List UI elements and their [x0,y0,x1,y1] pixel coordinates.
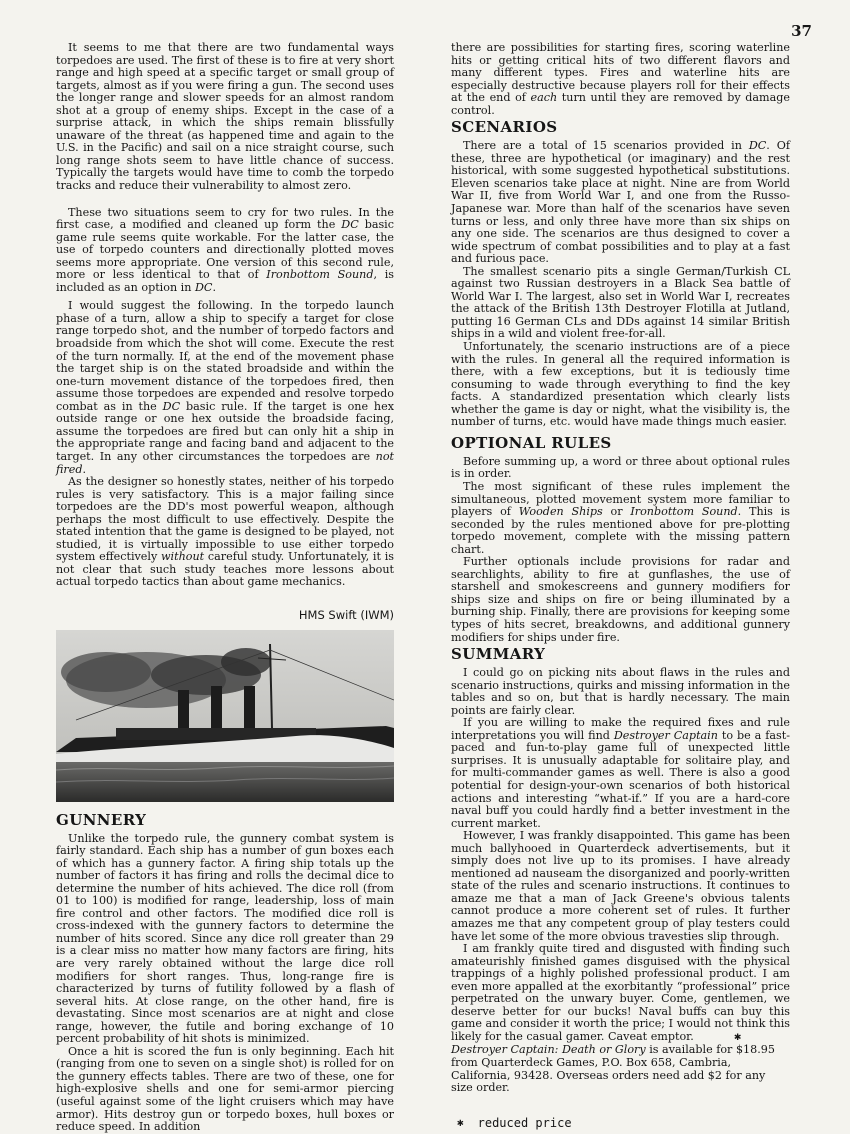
right-column [451,42,790,1129]
paragraph: I could go on picking nits about flaws in the rules and scenario instructions, quirks and missing information in the tables and so on, but that is hardly necessary. The main points are fairly clear. [451,666,790,717]
paragraph: Once a hit is scored the fun is only beginning. Each hit (ranging from one to seven on a single shot) is rolled for on the gunnery effects tables. There are two of these, one for high-explosive shells and one for semi-armor piercing (useful against some of the light cruisers which may have armor). Hits destroy gun or torpedo boxes, hull boxes or reduce speed. In addition [56,1044,394,1134]
paragraph: There are a total of 15 scenarios provided in DC. Of these, three are hypothetical (or imaginary) and the rest historical, with some suggested hypothetical substitutions. Eleven scenarios take place at night. Nine are from World War II, five from World War I, and one from the Russo-Japanese war. More than half of the scenarios have seven turns or less, and only three have more than six ships on any one side. The scenarios are thus designed to cover a wide spectrum of combat possibilities and to play at a fast and furious pace. [451,139,791,266]
paragraph: The most significant of these rules implement the simultaneous, plotted movement system more familiar to players of Wooden Ships or Ironbottom Sound. This is seconded by the rules mentioned above for pre-plotting torpedo movement, complete with the missing pattern chart. [451,479,790,556]
page-number: 37 [791,22,812,40]
section-heading: OPTIONAL RULES [451,433,612,452]
photo-caption: HMS Swift (IWM) [298,607,394,622]
paragraph: The smallest scenario pits a single German/Turkish CL against two Russian destroyers in a Black Sea battle of World War I. The largest, also set in World War I, recreates the attack of the British 13th Destroyer Flotilla at Jutland, putting 16 German CLs and DDs against 14 similar British ships in a wild and violent free-for-all. [451,264,790,341]
price-value: $18.95 [735,1043,775,1057]
paragraph: Before summing up, a word or three about optional rules is in order. [451,454,790,481]
paragraph: If you are willing to make the required fixes and rule interpretations you will find Destroyer Captain to be a fast-paced and fun-to-play game full of unexpected little surprises. It is unusually adaptable for solitaire play, and for multi-commander games as well. There is also a good potential for design-your-own scenarios of both historical actions and interesting “what-if.” If you are a hard-core naval buff you could hardly find a better investment in the current market. [451,716,790,830]
paragraph: Further optionals include provisions for radar and searchlights, ability to fire at gunflashes, the use of starshell and smokescreens and gunnery modifiers for ships size and ships on fire or being illuminated by a burning ship. Finally, there are provisions for keeping some types of hits secret, breakdowns, and additional gunnery modifiers for ships under fire. [451,555,790,644]
paragraph: there are possibilities for starting fires, scoring waterline hits or getting critical hits of two different flavors and many different types. Fires and waterline hits are especially destructive because players roll for their effects at the end of each turn until they are removed by damage control. [451,41,790,117]
left-column [56,42,394,1134]
paragraph: These two situations seem to cry for two rules. In the first case, a modified and cleaned up form the DC basic game rule seems quite workable. For the latter case, the use of torpedo counters and directionally plotted moves seems more appropriate. One version of this second rule, more or less identical to that of Ironbottom Sound, is included as an option in DC. [56,205,394,294]
paragraph: Unlike the torpedo rule, the gunnery combat system is fairly standard. Each ship has a number of gun boxes each of which has a gunnery factor. A firing ship totals up the number of factors it has firing and rolls the decimal dice to determine the number of hits achieved. The dice roll (from 01 to 100) is modified for range, leadership, loss of main fire control and other factors. The modified dice roll is cross-indexed with the gunnery factors to determine the number of hits scored. Since any dice roll greater than 29 is a clear miss no matter how many factors are firing, hits are very rarely obtained without the large dice roll modifiers for short ranges. Thus, long-range fire is characterized by turns of futility followed by a flash of several hits. At close range, on the other hand, fire is devastating. Since most scenarios are at night and close range, however, the futile and boring exchange of 10 percent probability of hit shots is minimized. [56,831,394,1046]
section-heading: SUMMARY [451,645,546,664]
paragraph: Unfortunately, the scenario instructions are of a piece with the rules. In general all the required information is there, with a few exceptions, but it is tediously time consuming to wade through everything to find the key facts. A standardized presentation which clearly lists whether the game is day or night, what the visibility is, the number of turns, etc. would have made things much easier. [451,340,790,429]
paragraph: As the designer so honestly states, neither of his torpedo rules is very satisfactory. This is a major failing since torpedoes are the DD's most powerful weapon, although perhaps the most difficult to use effectively. Despite the stated intention that the game is designed to be played, not studied, it is virtually impossible to use either torpedo system effectively without careful study. Unfortunately, it is not clear that such study teaches more lessons about actual torpedo tactics than about game mechanics. [56,475,394,589]
availability-note: Destroyer Captain: Death or Glory is available for $18.95 from Quarterdeck Games, P.O. Box 658, Cambria, California, 93428. Overseas orders need add $2 for any size order. [451,1043,775,1095]
reduced-price-note: reduced price [477,1115,572,1130]
asterisk-icon: ✱ [457,1115,464,1129]
section-heading: SCENARIOS [451,118,558,137]
paragraph: I would suggest the following. In the torpedo launch phase of a turn, allow a ship to specify a target for close range torpedo shot, and the number of torpedo factors and broadside from which the shot will come. Execute the rest of the turn normally. If, at the end of the movement phase the target ship is on the stated broadside and within the one-turn movement distance of the torpedoes fired, then assume those torpedoes are expended and resolve torpedo combat as in the DC basic rule. If the target is one hex outside range or one hex outside the broadside facing, assume the torpedoes are fired but can only hit a ship in the appropriate range and facing band and adjacent to the target. In any other circumstances the torpedoes are not fired. [56,299,394,476]
section-heading: GUNNERY [56,810,147,829]
handwritten-note [457,1117,790,1130]
paragraph: However, I was frankly disappointed. This game has been much ballyhooed in Quarterdeck advertisements, but it simply does not live up to its promises. I have already mentioned ad nauseam the disorganized and poorly-written state of the rules and scenario instructions. It continues to amaze me that a man of Jack Greene's obvious talents cannot produce a more coherent set of rules. It further amazes me that any competent group of play testers could have let some of the more obvious travesties slip through. [451,829,790,943]
end-mark-icon: ✱ [733,1032,742,1043]
ship-photo [56,630,394,802]
paragraph: It seems to me that there are two fundamental ways torpedoes are used. The first of these is to fire at very short range and high speed at a specific target or small group of targets, almost as if you were firing a gun. The second uses the longer range and slower speeds for an almost random shot at a group of enemy ships. Except in the case of a surprise attack, in which the ships remain blissfully unaware of the threat (as happened time and again to the U.S. in the Pacific) and sail on a nice straight course, such long range shots seem to have little chance of success. Typically the targets would have time to comb the torpedo tracks and reduce their vulnerability to almost zero. [56,41,394,193]
paragraph: I am frankly quite tired and disgusted with finding such amateurishly finished games disguised with the physical trappings of a highly polished professional product. I am even more appalled at the exorbitantly “professional” price perpetrated on the unwary buyer. Come, gentlemen, we deserve better for our bucks! Naval buffs can buy this game and consider it worth the price; I would not think this likely for the casual gamer. Caveat emptor. ✱ [451,942,790,1043]
